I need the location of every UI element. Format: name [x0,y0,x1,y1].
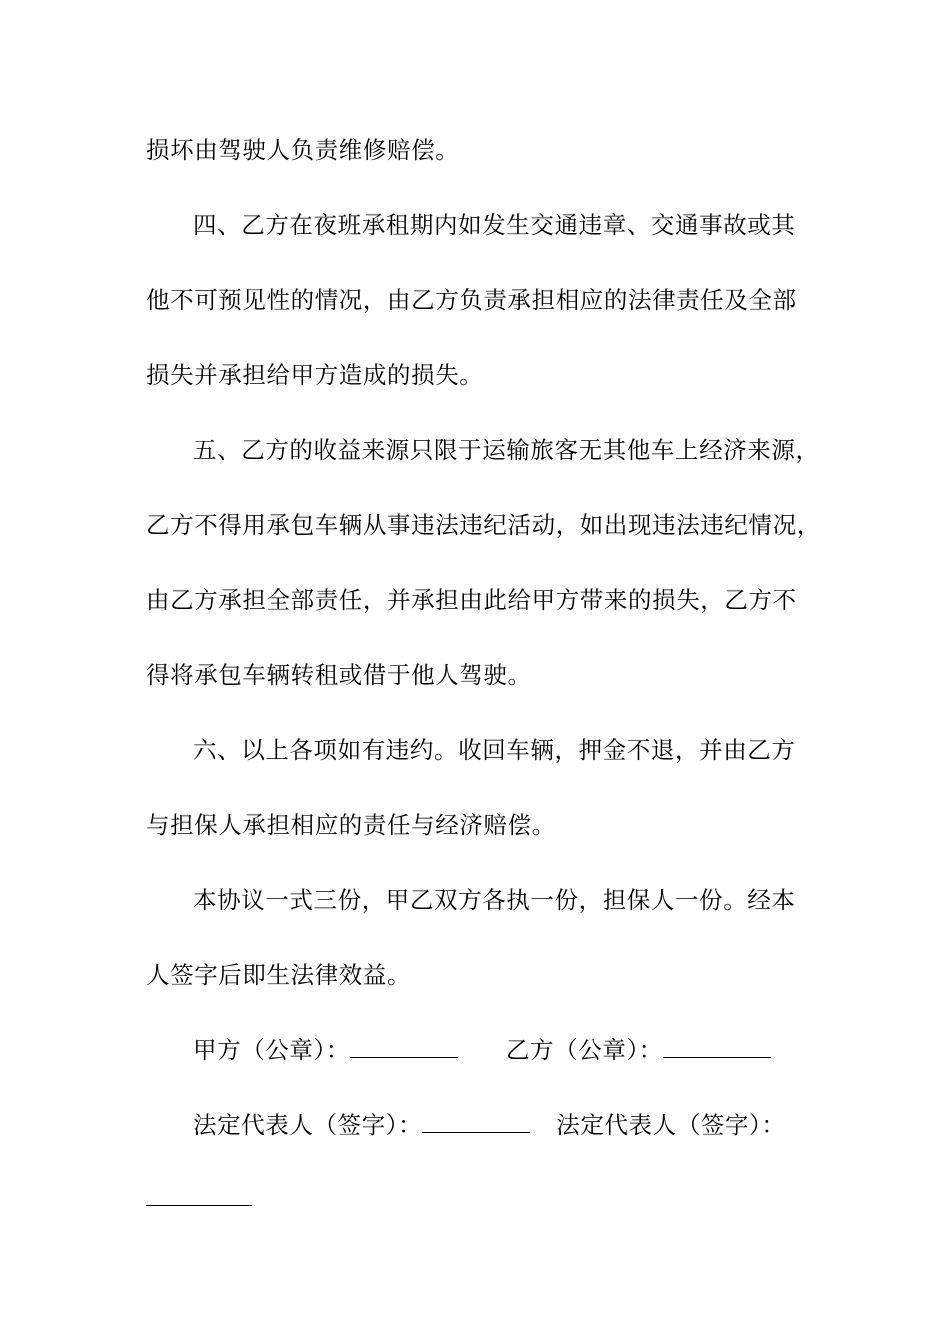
party-a-seal-label: 甲方（公章）： [193,1036,350,1064]
clause-six-line: 六、以上各项如有违约。收回车辆，押金不退，并由乙方 [193,736,796,764]
paragraph-line: 损失并承担给甲方造成的损失。 [146,361,484,389]
paragraph-line: 由乙方承担全部责任，并承担由此给甲方带来的损失，乙方不 [146,586,797,614]
party-b-seal-label: 乙方（公章）： [505,1036,663,1064]
party-b-rep-label: 法定代表人（签字）： [556,1111,786,1139]
clause-five-line: 五、乙方的收益来源只限于运输旅客无其他车上经济来源， [193,436,820,464]
party-b-seal-blank[interactable] [663,1035,771,1058]
party-a-rep-blank[interactable] [422,1110,530,1133]
paragraph-line: 乙方不得用承包车辆从事违法违纪活动，如出现违法违纪情况， [146,511,821,539]
paragraph-line: 得将承包车辆转租或借于他人驾驶。 [146,661,532,689]
paragraph-line: 人签字后即生法律效益。 [146,961,412,989]
paragraph-line: 损坏由驾驶人负责维修赔偿。 [146,136,460,164]
clause-four-line: 四、乙方在夜班承租期内如发生交通违章、交通事故或其 [193,211,796,239]
paragraph-line: 他不可预见性的情况，由乙方负责承担相应的法律责任及全部 [146,286,797,314]
party-a-rep-label: 法定代表人（签字）： [193,1111,423,1139]
representative-row [193,1110,786,1140]
copies-clause-line: 本协议一式三份，甲乙双方各执一份，担保人一份。经本 [193,886,796,914]
paragraph-line: 与担保人承担相应的责任与经济赔偿。 [146,811,556,839]
seal-row [193,1035,771,1065]
party-b-rep-blank[interactable] [146,1187,252,1206]
party-a-seal-blank[interactable] [350,1035,458,1058]
